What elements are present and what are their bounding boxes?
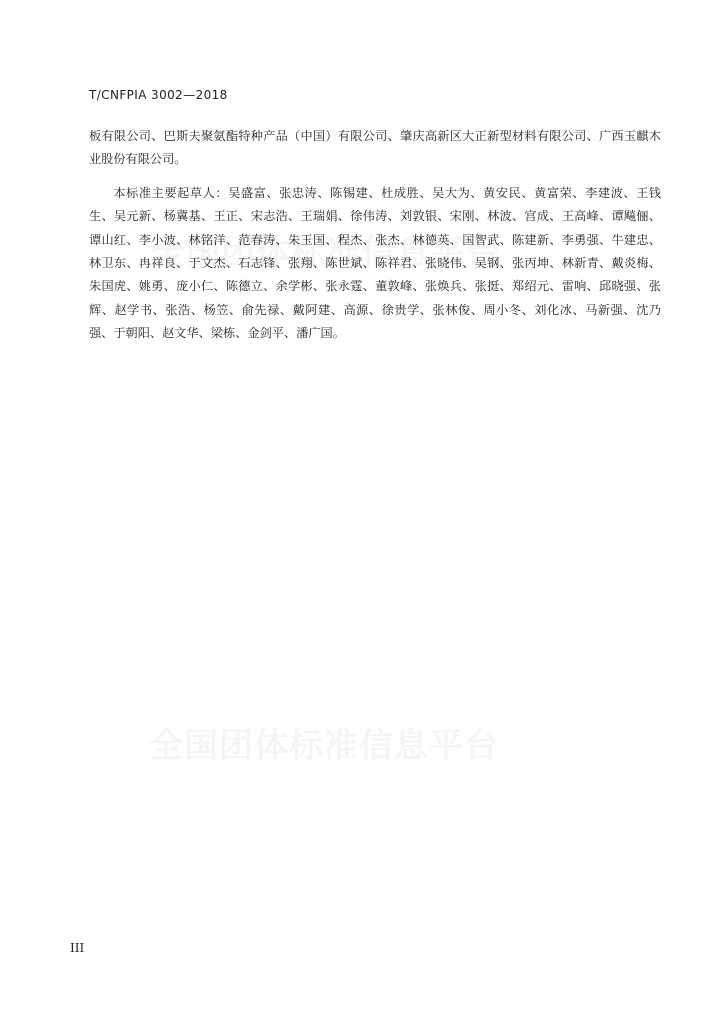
standard-number: T/CNFPIA 3002—2018 — [89, 88, 228, 102]
watermark-text — [149, 718, 499, 767]
drafters-paragraph: 本标准主要起草人：吴盛富、张忠涛、陈锡建、杜成胜、吴大为、黄安民、黄富荣、李建波、王钱生、吴元新、杨冀基、王正、宋志浩、王瑞娟、徐伟涛、刘敦银、宋刚、林波、宫成、王高峰、谭飚俪、谭山红、李小波、林铭洋、范春涛、朱玉国、程杰、张杰、林德英、国智武、陈建新、李勇强、牛建忠、林卫东、冉祥良、于文杰、石志锋、张翔、陈世斌、陈祥君、张晓伟、吴钢、张丙坤、林新青、戴炎梅、朱国虎、姚勇、庞小仁、陈德立、余学彬、张永霆、董敦峰、张焕兵、张挺、郑绍元、雷响、邱晓强、张辉、赵学书、张浩、杨笠、俞先禄、戴阿建、高源、徐贵学、张林俊、周小冬、刘化冰、马新强、沈乃强、于朝阳、赵文华、梁栋、金剑平、潘广国。 — [89, 185, 661, 341]
continuation-paragraph: 板有限公司、巴斯夫聚氨酯特种产品（中国）有限公司、肇庆高新区大正新型材料有限公司、广西玉麒木业股份有限公司。 — [89, 129, 661, 167]
document-body — [89, 125, 661, 346]
page-number: III — [70, 941, 85, 955]
